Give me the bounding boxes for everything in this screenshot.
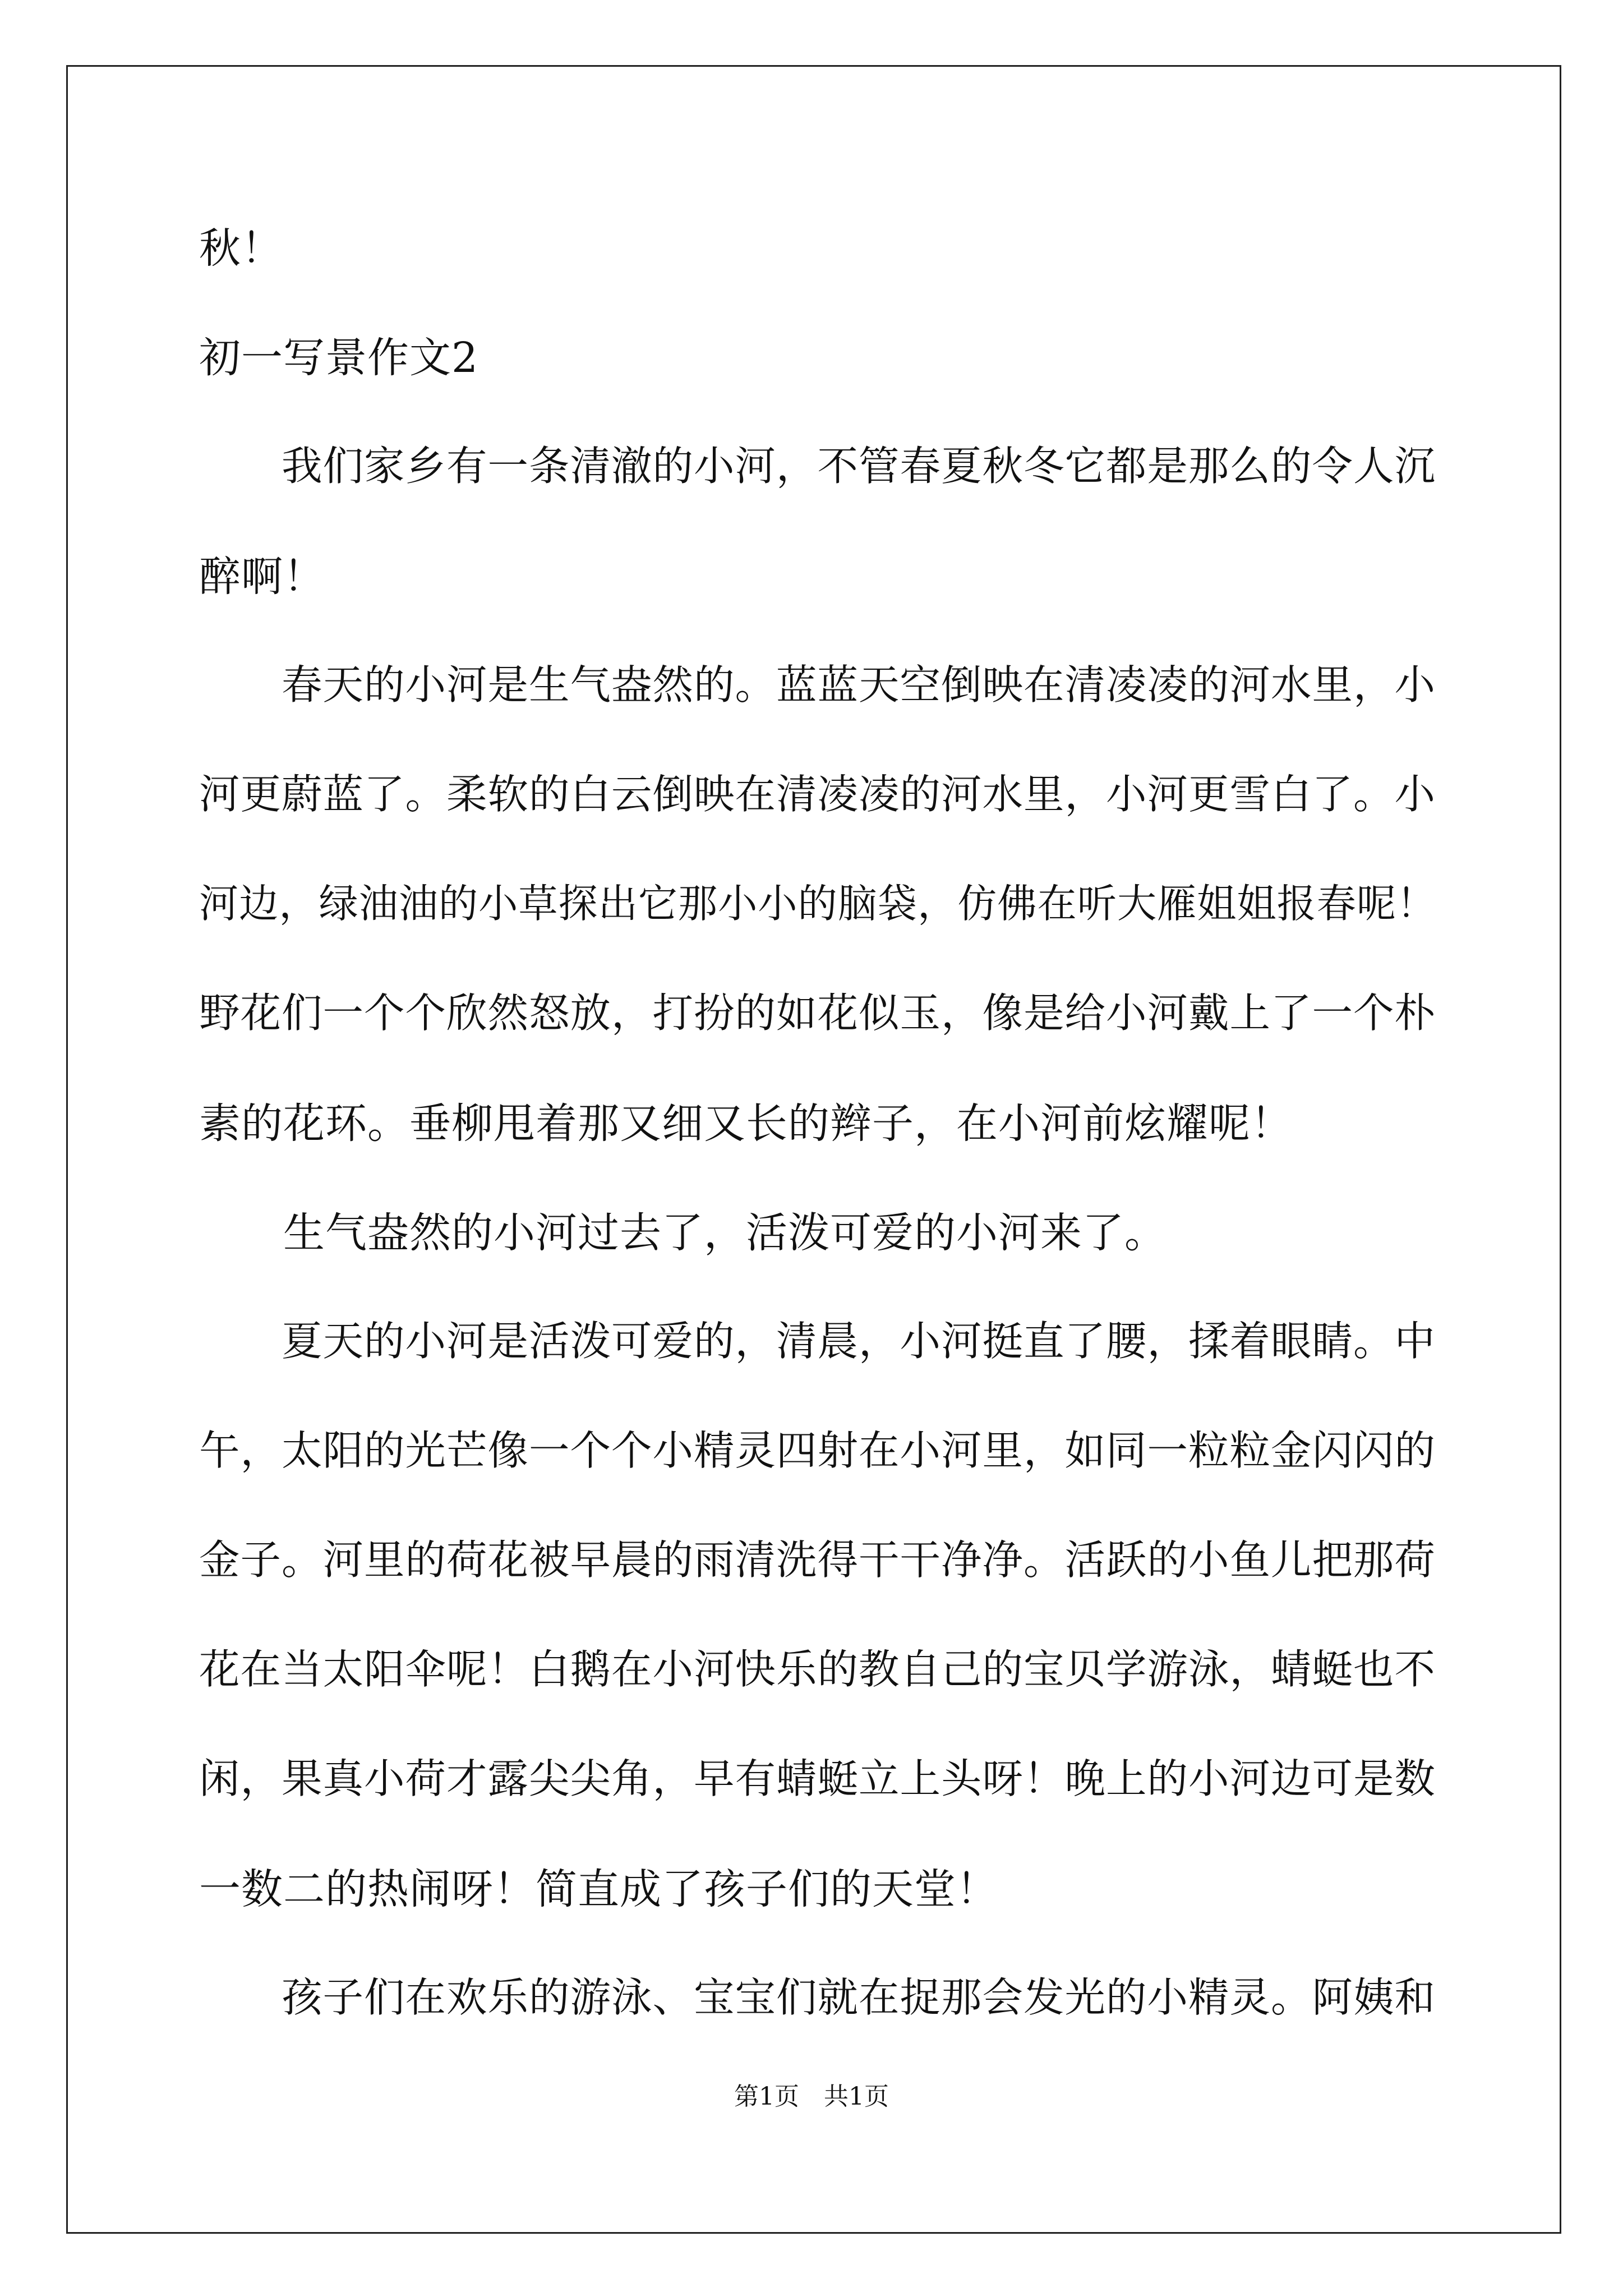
text-line-13: 金子。河里的荷花被早晨的雨清洗得干干净净。活跃的小鱼儿把那荷 [199,1537,1436,1584]
text-line-3: 我们家乡有一条清澈的小河，不管春夏秋冬它都是那么的令人沉 [199,443,1436,490]
text-line-1: 秋！ [199,224,283,273]
text-line-7: 河边，绿油油的小草探出它那小小的脑袋，仿佛在听大雁姐姐报春呢！ [199,881,1437,927]
text-line-6: 河更蔚蓝了。柔软的白云倒映在清凌凌的河水里，小河更雪白了。小 [199,771,1436,818]
text-line-9: 素的花环。垂柳甩着那又细又长的辫子，在小河前炫耀呢！ [199,1099,1293,1148]
text-line-16: 一数二的热闹呀！简直成了孩子们的天堂！ [199,1865,998,1913]
text-line-5: 春天的小河是生气盎然的。蓝蓝天空倒映在清凌凌的河水里，小 [199,662,1436,709]
page-number-footer: 第1页 共1页 [734,2082,889,2111]
text-line-17: 孩子们在欢乐的游泳、宝宝们就在捉那会发光的小精灵。阿姨和 [199,1975,1436,2022]
text-line-12: 午，太阳的光芒像一个个小精灵四射在小河里，如同一粒粒金闪闪的 [199,1428,1436,1475]
text-line-2-heading: 初一写景作文2 [199,334,479,382]
text-line-11: 夏天的小河是活泼可爱的，清晨，小河挺直了腰，揉着眼睛。中 [199,1318,1436,1365]
text-line-14: 花在当太阳伞呢！白鹅在小河快乐的教自己的宝贝学游泳，蜻蜓也不 [199,1646,1436,1694]
text-line-4: 醉啊！ [199,553,325,601]
text-line-10: 生气盎然的小河过去了，活泼可爱的小河来了。 [199,1209,1166,1257]
text-line-15: 闲，果真小荷才露尖尖角，早有蜻蜓立上头呀！晚上的小河边可是数 [199,1756,1436,1803]
text-line-8: 野花们一个个欣然怒放，打扮的如花似玉，像是给小河戴上了一个朴 [199,990,1436,1037]
